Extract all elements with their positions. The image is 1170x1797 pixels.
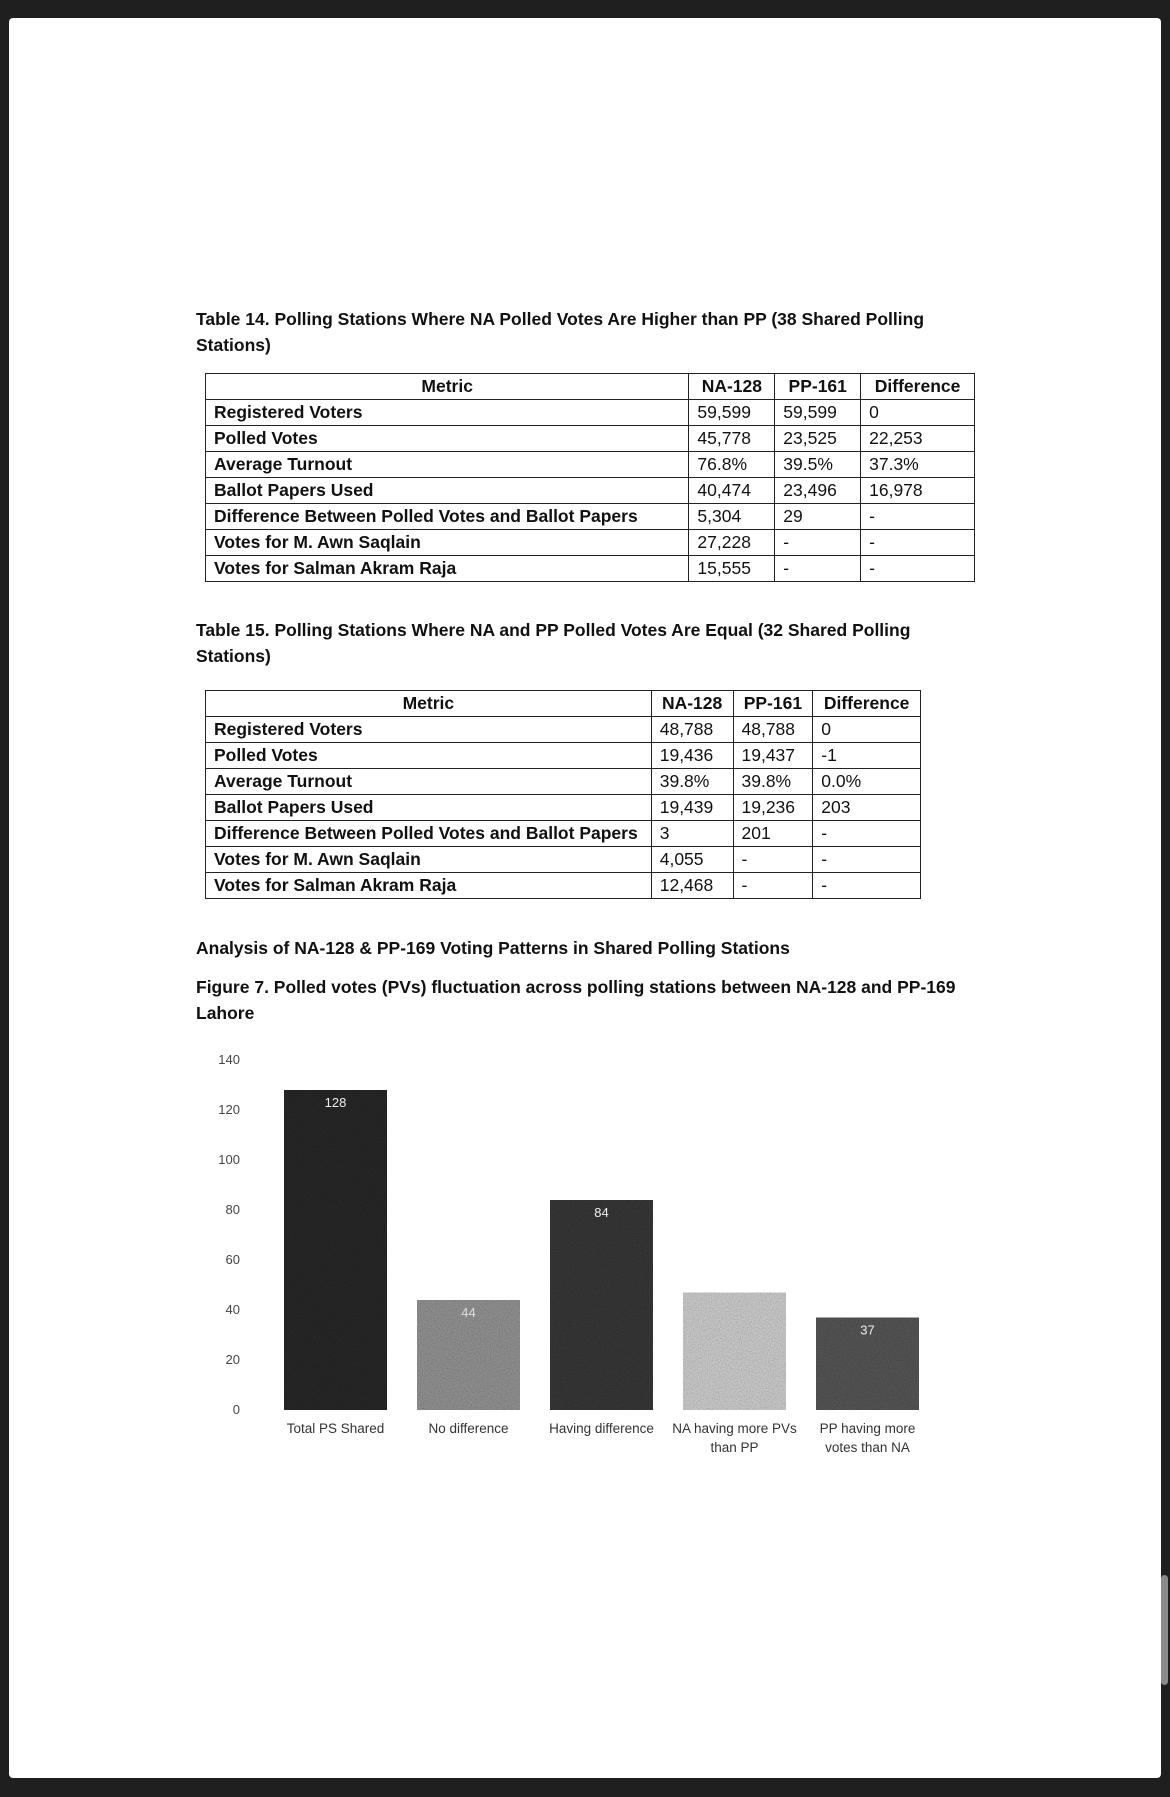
bar-data-label: 44 — [461, 1305, 476, 1320]
header-na-128: NA-128 — [651, 691, 733, 717]
metric-cell: Votes for Salman Akram Raja — [206, 556, 689, 582]
window-frame-top — [0, 0, 1170, 18]
metric-cell: Registered Voters — [206, 400, 689, 426]
header-na-128: NA-128 — [689, 374, 775, 400]
table-row — [206, 452, 975, 478]
header-metric: Metric — [206, 691, 652, 717]
y-tick-label: 100 — [218, 1152, 240, 1167]
difference-cell: - — [861, 504, 975, 530]
y-tick-label: 60 — [225, 1252, 240, 1267]
table-row — [206, 769, 921, 795]
difference-cell: - — [861, 530, 975, 556]
pp-161-cell: - — [775, 530, 861, 556]
table-header-row — [206, 691, 921, 717]
y-tick-label: 0 — [232, 1402, 240, 1417]
na-128-cell: 40,474 — [689, 478, 775, 504]
pp-161-cell: 23,525 — [775, 426, 861, 452]
y-tick-label: 140 — [218, 1052, 240, 1067]
table-15 — [205, 690, 921, 899]
difference-cell: 16,978 — [861, 478, 975, 504]
bars — [284, 1090, 919, 1410]
table-row — [206, 717, 921, 743]
table-row — [206, 426, 975, 452]
difference-cell: - — [861, 556, 975, 582]
na-128-cell: 3 — [651, 821, 733, 847]
metric-cell: Votes for M. Awn Saqlain — [206, 530, 689, 556]
pp-161-cell: 29 — [775, 504, 861, 530]
bar-data-label: 37 — [860, 1322, 875, 1338]
metric-cell: Polled Votes — [206, 426, 689, 452]
table-15-caption: Table 15. Polling Stations Where NA and PP Polled Votes Are Equal (32 Shared Polling Stations) — [196, 620, 911, 666]
pp-161-cell: 23,496 — [775, 478, 861, 504]
pp-161-cell: 19,236 — [733, 795, 813, 821]
pp-161-cell: - — [733, 847, 813, 873]
pp-161-cell: 39.8% — [733, 769, 813, 795]
table-row — [206, 847, 921, 873]
x-category-label: than PP — [710, 1440, 759, 1455]
na-128-cell: 15,555 — [689, 556, 775, 582]
table-14 — [205, 373, 975, 582]
x-category-label: votes than NA — [825, 1440, 910, 1455]
table-header-row — [206, 374, 975, 400]
y-tick-label: 20 — [225, 1352, 240, 1367]
bar-data-label: 84 — [594, 1205, 609, 1220]
na-128-cell: 39.8% — [651, 769, 733, 795]
na-128-cell: 27,228 — [689, 530, 775, 556]
header-pp-161: PP-161 — [775, 374, 861, 400]
pp-161-cell: 48,788 — [733, 717, 813, 743]
table-row — [206, 530, 975, 556]
analysis-heading: Analysis of NA-128 & PP-169 Voting Patterns in Shared Polling Stations — [196, 938, 790, 958]
table-row — [206, 795, 921, 821]
na-128-cell: 45,778 — [689, 426, 775, 452]
window-frame-bottom — [0, 1778, 1170, 1797]
table-row — [206, 873, 921, 899]
metric-cell: Average Turnout — [206, 769, 652, 795]
difference-cell: 37.3% — [861, 452, 975, 478]
bar — [683, 1293, 786, 1411]
na-128-cell: 5,304 — [689, 504, 775, 530]
difference-cell: - — [813, 847, 921, 873]
difference-cell: -1 — [813, 743, 921, 769]
figure-7-caption: Figure 7. Polled votes (PVs) fluctuation across polling stations between NA-128 and PP-169 Lahore — [196, 977, 956, 1023]
metric-cell: Polled Votes — [206, 743, 652, 769]
header-difference: Difference — [861, 374, 975, 400]
metric-cell: Average Turnout — [206, 452, 689, 478]
x-axis-labels — [287, 1421, 916, 1455]
metric-cell: Ballot Papers Used — [206, 478, 689, 504]
table-14-caption: Table 14. Polling Stations Where NA Polled Votes Are Higher than PP (38 Shared Polling Stations) — [196, 309, 925, 355]
header-metric: Metric — [206, 374, 689, 400]
y-tick-label: 80 — [225, 1202, 240, 1217]
pp-161-cell: 19,437 — [733, 743, 813, 769]
x-category-label: NA having more PVs — [672, 1421, 797, 1436]
metric-cell: Difference Between Polled Votes and Ballot Papers — [206, 504, 689, 530]
pp-161-cell: - — [733, 873, 813, 899]
pp-161-cell: 39.5% — [775, 452, 861, 478]
difference-cell: 0 — [861, 400, 975, 426]
bar — [284, 1090, 387, 1410]
metric-cell: Registered Voters — [206, 717, 652, 743]
metric-cell: Votes for Salman Akram Raja — [206, 873, 652, 899]
difference-cell: - — [813, 821, 921, 847]
x-category-label: PP having more — [819, 1421, 916, 1436]
bar — [550, 1200, 653, 1410]
scrollbar-thumb[interactable] — [1161, 1575, 1168, 1685]
na-128-cell: 19,439 — [651, 795, 733, 821]
pp-161-cell: 59,599 — [775, 400, 861, 426]
metric-cell: Ballot Papers Used — [206, 795, 652, 821]
table-row — [206, 821, 921, 847]
y-tick-label: 120 — [218, 1102, 240, 1117]
x-category-label: Total PS Shared — [286, 1421, 385, 1436]
na-128-cell: 12,468 — [651, 873, 733, 899]
pp-161-cell: 201 — [733, 821, 813, 847]
x-category-label: No difference — [428, 1421, 509, 1436]
difference-cell: 22,253 — [861, 426, 975, 452]
figure-7-bar-chart — [196, 1035, 956, 1465]
difference-cell: - — [813, 873, 921, 899]
metric-cell: Difference Between Polled Votes and Ballot Papers — [206, 821, 652, 847]
na-128-cell: 48,788 — [651, 717, 733, 743]
table-row — [206, 504, 975, 530]
header-difference: Difference — [813, 691, 921, 717]
pp-161-cell: - — [775, 556, 861, 582]
bar-data-label: 128 — [324, 1095, 347, 1110]
header-pp-161: PP-161 — [733, 691, 813, 717]
table-row — [206, 400, 975, 426]
table-row — [206, 743, 921, 769]
difference-cell: 0 — [813, 717, 921, 743]
x-category-label: Having difference — [549, 1421, 654, 1436]
table-row — [206, 478, 975, 504]
y-tick-label: 40 — [225, 1302, 240, 1317]
difference-cell: 0.0% — [813, 769, 921, 795]
difference-cell: 203 — [813, 795, 921, 821]
table-row — [206, 556, 975, 582]
na-128-cell: 19,436 — [651, 743, 733, 769]
na-128-cell: 76.8% — [689, 452, 775, 478]
na-128-cell: 59,599 — [689, 400, 775, 426]
metric-cell: Votes for M. Awn Saqlain — [206, 847, 652, 873]
na-128-cell: 4,055 — [651, 847, 733, 873]
y-axis — [218, 1052, 240, 1417]
